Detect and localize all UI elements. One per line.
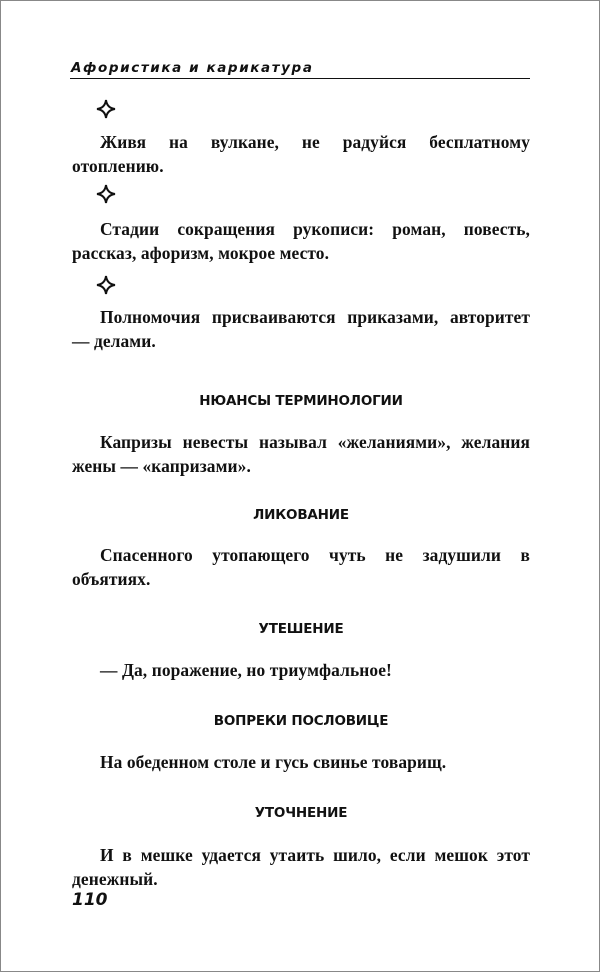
page-number: 110	[72, 890, 108, 910]
running-head: Афористика и карикатура	[71, 60, 314, 76]
section-text: Спасенного утопающего чуть не задушили в объятиях.	[72, 545, 530, 589]
section-text: На обеденном столе и гусь свинье товарищ.	[100, 752, 447, 772]
section-text: И в мешке удается утаить шило, если мешок этот денежный.	[72, 845, 530, 889]
section-heading: НЮАНСЫ ТЕРМИНОЛОГИИ	[199, 393, 403, 409]
sparkle-icon	[96, 184, 116, 204]
aphorism-text: Полномочия присваиваются приказами, авторитет — делами.	[72, 307, 530, 351]
section-text: Капризы невесты называл «желаниями», желания жены — «капризами».	[72, 432, 530, 476]
sparkle-icon	[96, 99, 116, 119]
section-heading: УТОЧНЕНИЕ	[254, 805, 348, 821]
header-rule	[70, 78, 530, 79]
section-heading: УТЕШЕНИЕ	[258, 621, 344, 637]
aphorism-text: Живя на вулкане, не радуйся бесплатному отоплению.	[72, 132, 530, 176]
section-heading: ЛИКОВАНИЕ	[253, 507, 349, 523]
sparkle-icon	[96, 275, 116, 295]
section-heading: ВОПРЕКИ ПОСЛОВИЦЕ	[213, 713, 389, 729]
aphorism-text: Стадии сокращения рукописи: роман, повесть, рассказ, афоризм, мокрое место.	[72, 219, 530, 263]
section-text: — Да, поражение, но триумфальное!	[100, 660, 392, 680]
